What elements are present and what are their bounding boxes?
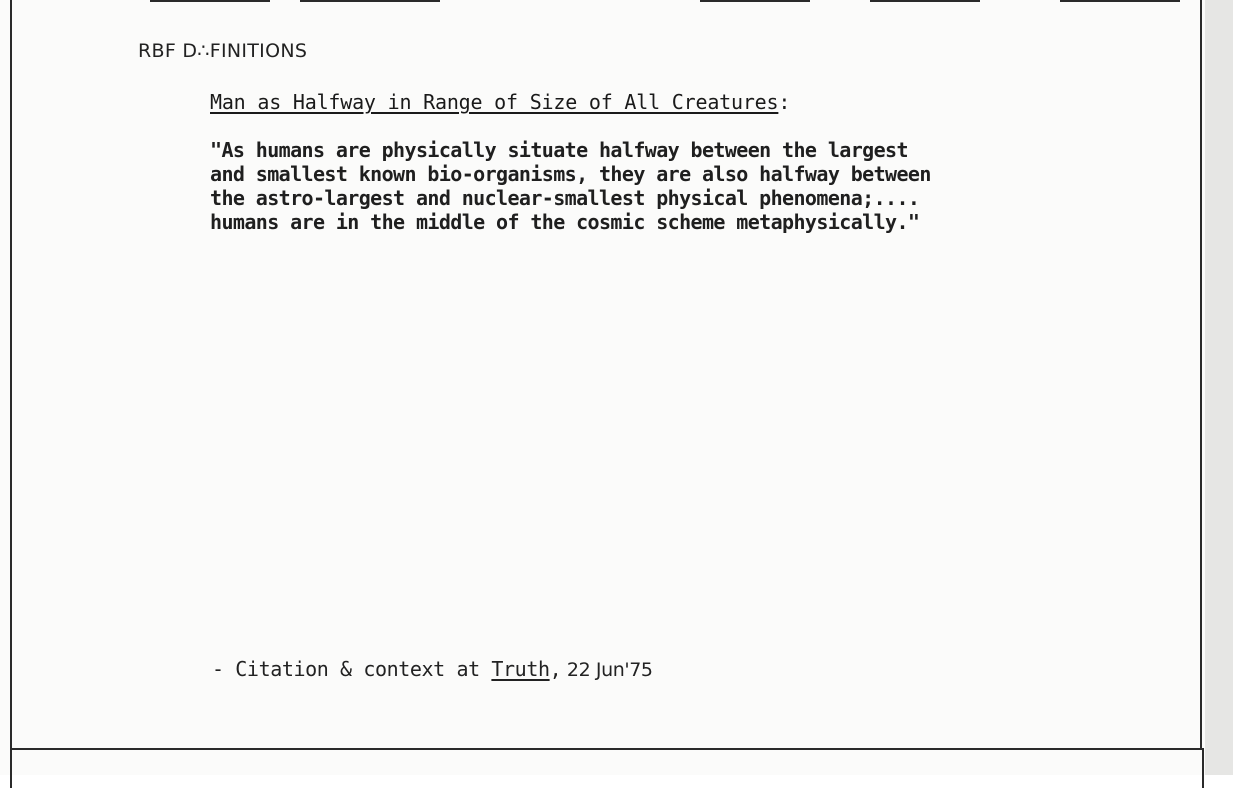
top-edge-mark	[1060, 0, 1180, 2]
citation-separator: ,	[549, 657, 562, 681]
quote-line: the astro-largest and nuclear-smallest physical phenomena;....	[210, 186, 920, 210]
definition-title-text: Man as Halfway in Range of Size of All Creatures	[210, 90, 779, 114]
definition-quote	[210, 138, 1110, 234]
quote-line: and smallest known bio-organisms, they are also halfway between	[210, 162, 931, 186]
quote-line: "As humans are physically situate halfway between the largest	[210, 138, 908, 162]
citation-source: Truth	[491, 657, 550, 681]
card-header: RBF D∴FINITIONS	[138, 40, 308, 62]
quote-line: humans are in the middle of the cosmic scheme metaphysically."	[210, 210, 920, 234]
top-edge-mark	[300, 0, 440, 2]
definition-title-colon: :	[778, 90, 791, 114]
next-card-edge	[10, 748, 1204, 788]
definition-title	[210, 90, 790, 114]
top-edge-mark	[700, 0, 810, 2]
top-edge-mark	[150, 0, 270, 2]
page-edge-strip	[1205, 0, 1233, 775]
citation-line	[212, 657, 653, 681]
citation-prefix: - Citation & context at	[212, 657, 492, 681]
citation-date: 22 Jun'75	[561, 659, 653, 681]
top-edge-mark	[870, 0, 980, 2]
